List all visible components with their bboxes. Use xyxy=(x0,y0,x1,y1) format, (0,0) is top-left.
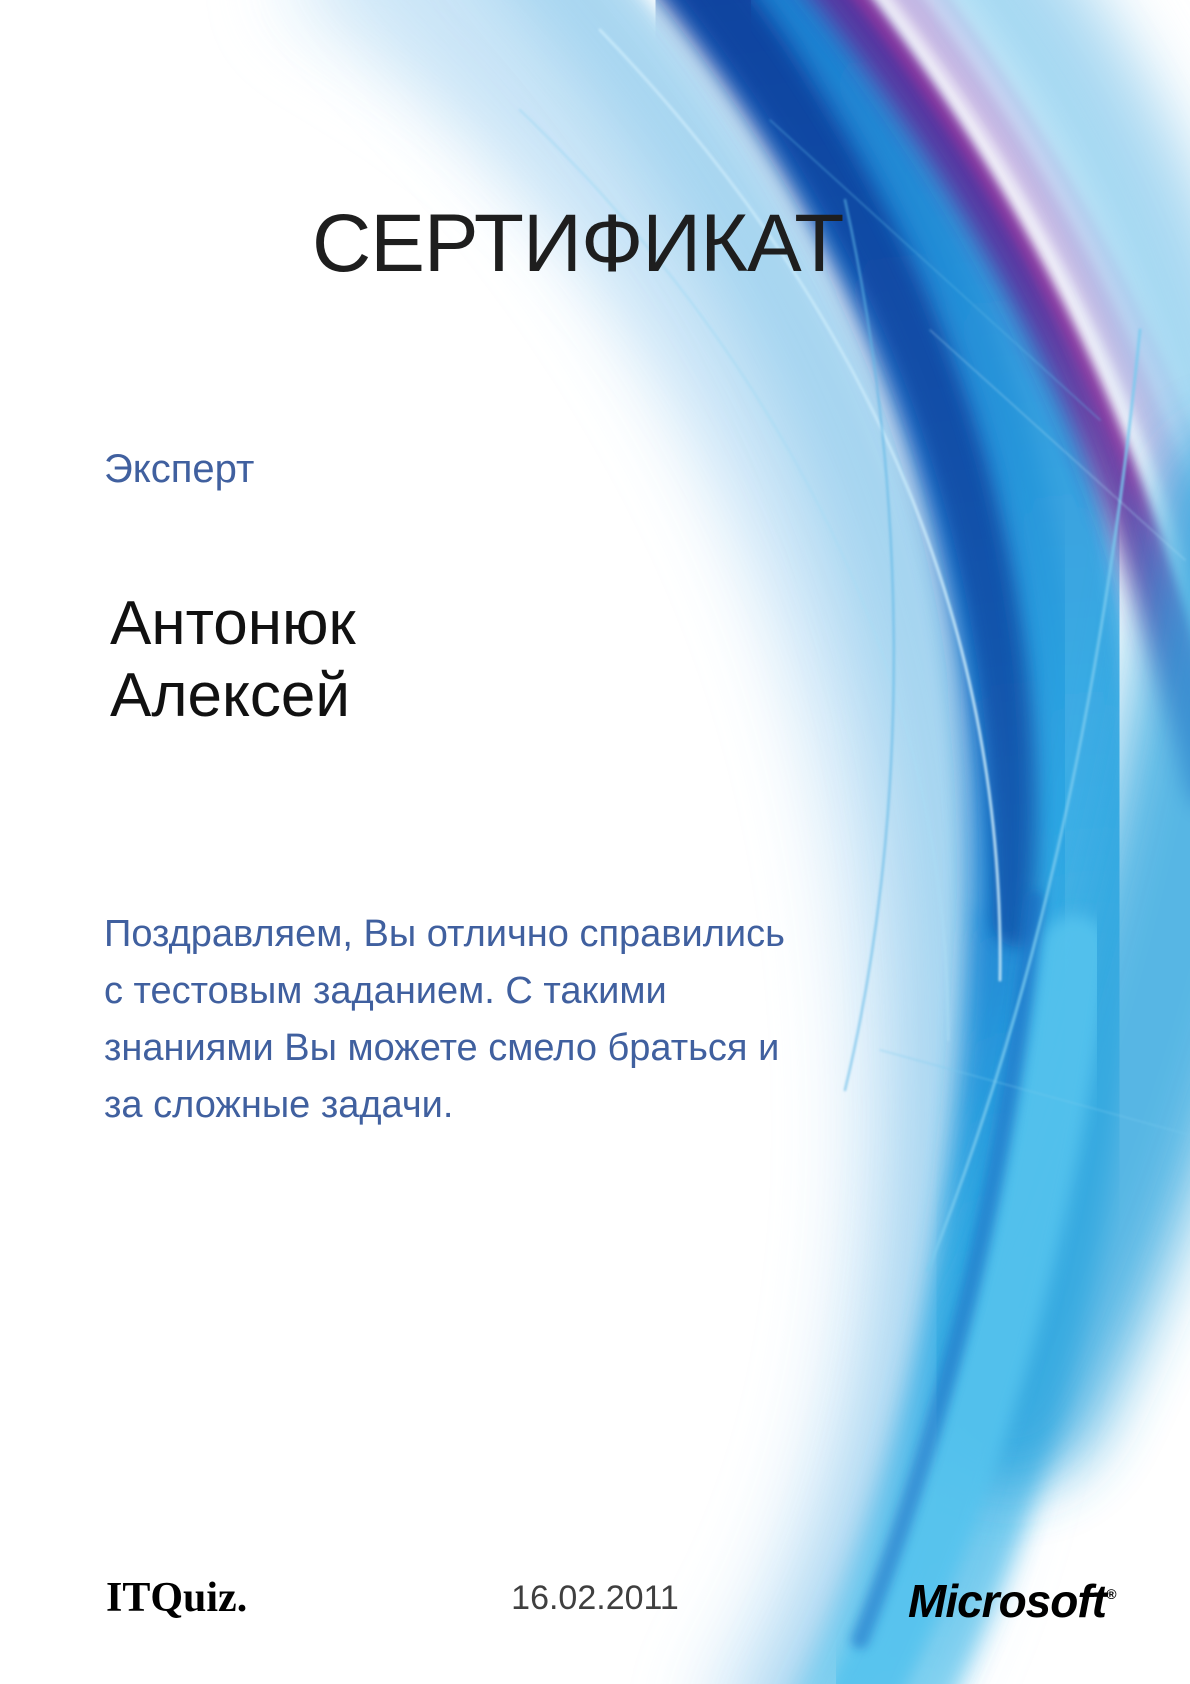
message-line: знаниями Вы можете смело браться и xyxy=(104,1027,780,1069)
qualification-label: Эксперт xyxy=(104,447,255,491)
microsoft-logo xyxy=(908,1571,1117,1627)
message-line: Поздравляем, Вы отлично справились xyxy=(104,913,785,955)
congratulation-message xyxy=(104,906,785,1134)
message-line: за сложные задачи. xyxy=(104,1084,454,1126)
registered-trademark-symbol: ® xyxy=(1106,1586,1117,1602)
certificate-title: СЕРТИФИКАТ xyxy=(312,198,844,289)
recipient-name-line1: Антонюк xyxy=(110,589,356,658)
recipient-name-line2: Алексей xyxy=(110,661,350,730)
microsoft-wordmark: Microsoft xyxy=(908,1575,1106,1627)
recipient-name xyxy=(110,588,356,732)
issuer-logo: ITQuiz. xyxy=(106,1575,248,1621)
message-line: с тестовым заданием. С такими xyxy=(104,970,667,1012)
issue-date: 16.02.2011 xyxy=(511,1579,679,1617)
